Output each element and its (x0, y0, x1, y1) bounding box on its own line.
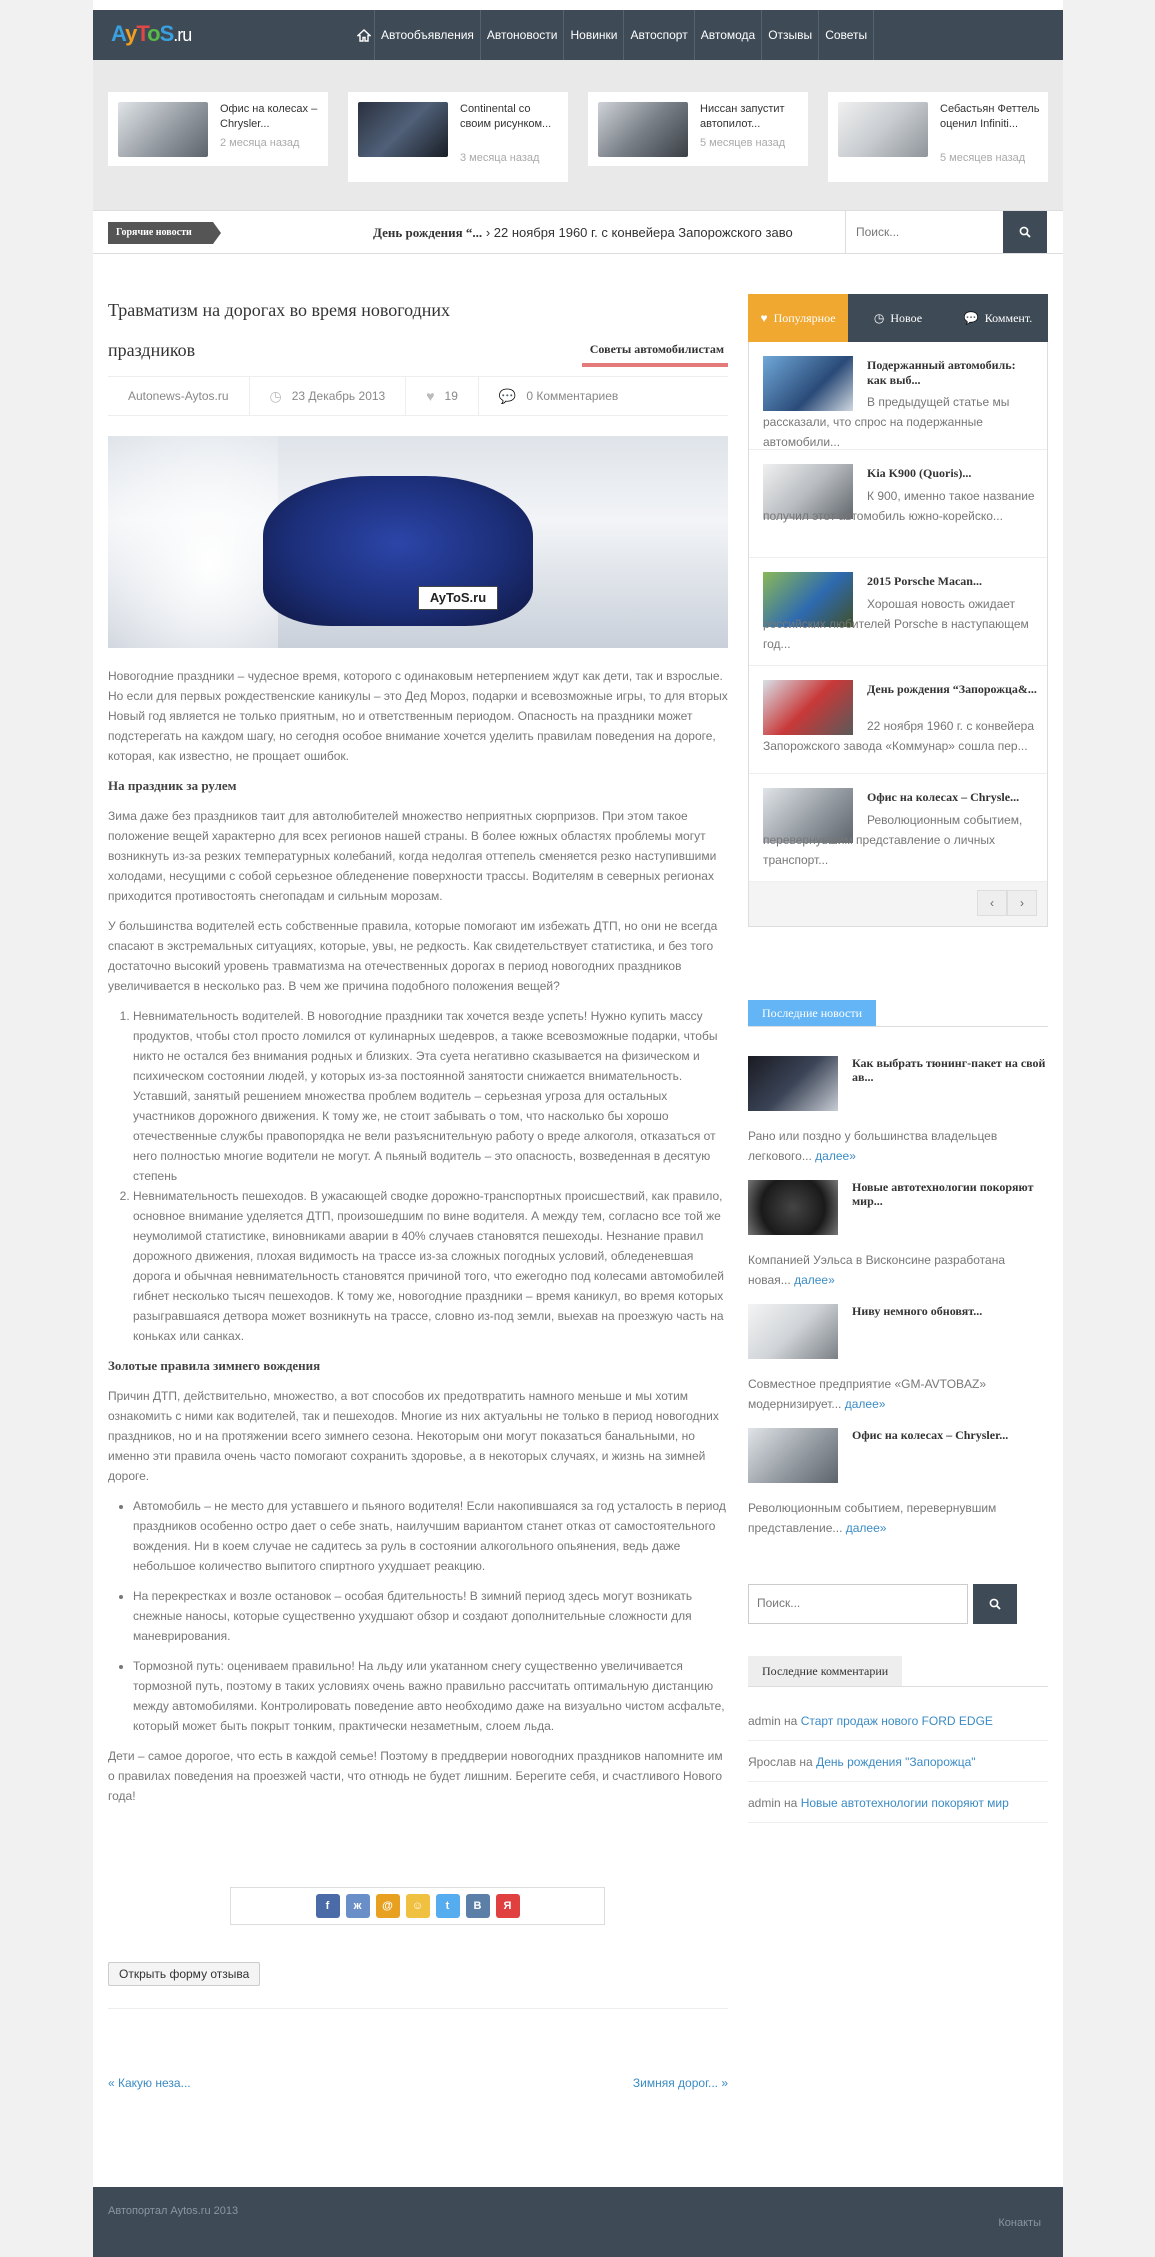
main-nav (353, 10, 874, 60)
home-icon[interactable] (353, 10, 375, 60)
post-thumbnail (748, 1304, 838, 1359)
read-more-link[interactable]: далее» (794, 1273, 835, 1287)
article-author[interactable]: Autonews-Aytos.ru (108, 377, 250, 415)
twitter-share-icon[interactable]: t (436, 1894, 460, 1918)
comment-on: на (784, 1714, 798, 1728)
featured-thumbnail (838, 102, 928, 157)
featured-title[interactable]: Офис на колесах – Chrysler... (220, 103, 318, 130)
featured-thumbnail (358, 102, 448, 157)
tab-new[interactable] (848, 294, 948, 342)
latest-news-heading: Последние новости (748, 1000, 876, 1027)
logo[interactable]: AyToS.ru (111, 21, 192, 46)
livejournal-share-icon[interactable]: ж (346, 1894, 370, 1918)
heart-icon: ♥ (760, 310, 768, 325)
search-icon (1019, 226, 1031, 238)
feedback-form-button[interactable]: Открыть форму отзыва (108, 1962, 260, 1986)
footer-contacts-link[interactable]: Конакты (998, 2217, 1041, 2229)
featured-card[interactable] (348, 92, 568, 182)
excerpt-text: Компанией Уэльса в Висконсине разработана новая... (748, 1253, 1005, 1287)
comment-item (748, 1796, 1048, 1823)
list-item[interactable] (749, 450, 1047, 558)
comment-on: на (799, 1755, 813, 1769)
post-title[interactable]: Новые автотехнологии покоряют мир... (852, 1180, 1034, 1208)
article-hero-image (108, 436, 728, 648)
sidebar-search-button[interactable] (973, 1584, 1017, 1624)
divider (108, 2008, 728, 2009)
page-wrapper (93, 0, 1063, 2257)
comments-icon: 💬 (963, 310, 979, 325)
article-title: Травматизм на дорогах во время новогодних праздников (108, 300, 451, 360)
recent-comments-heading: Последние комментарии (748, 1656, 902, 1687)
nav-item-news[interactable]: Автоновости (481, 10, 565, 60)
tab-label: Популярное (773, 310, 836, 325)
ticker-snippet: 22 ноября 1960 г. с конвейера Запорожского заво (493, 225, 793, 240)
footer-copyright: Автопортал Aytos.ru 2013 (108, 2205, 239, 2217)
post-excerpt: Революционным событием, перевернувшим представление о личных транспорт... (763, 813, 1023, 867)
article-date-block (250, 377, 407, 415)
comment-post-link[interactable]: День рождения "Запорожца" (816, 1755, 976, 1769)
article-bullet-list (133, 1496, 728, 1736)
post-excerpt (748, 1250, 1048, 1290)
featured-card[interactable] (828, 92, 1048, 182)
nav-item-new[interactable]: Новинки (564, 10, 624, 60)
post-excerpt: 22 ноября 1960 г. с конвейера Запорожского завода «Коммунар» сошла пер... (763, 719, 1034, 753)
post-title[interactable]: Как выбрать тюнинг-пакет на свой ав... (852, 1056, 1046, 1084)
article-comments: 0 Комментариев (526, 389, 619, 403)
ticker-search-button[interactable] (1003, 211, 1047, 253)
article-comments-block[interactable] (479, 377, 638, 415)
nav-item-tips[interactable]: Советы (819, 10, 874, 60)
clock-icon: ◷ (873, 310, 885, 325)
article-ordered-list (133, 1006, 728, 1346)
article-subheading: На праздник за рулем (108, 778, 237, 793)
post-thumbnail (748, 1180, 838, 1235)
article (108, 290, 728, 2090)
featured-title[interactable]: Себастьян Феттель оценил Infiniti... (940, 103, 1040, 130)
nav-item-fashion[interactable]: Автомода (695, 10, 763, 60)
divider (748, 1686, 1048, 1687)
post-excerpt: Хорошая новость ожидает российских любителей Porsche в наступающем год... (763, 597, 1029, 651)
sidebar-tabs (748, 294, 1048, 342)
excerpt-text: Рано или поздно у большинства владельцев легкового... (748, 1129, 998, 1163)
nav-item-reviews[interactable]: Отзывы (762, 10, 819, 60)
comment-on: на (784, 1796, 798, 1810)
ticker-text[interactable] (373, 225, 793, 241)
footer (93, 2187, 1063, 2257)
sidebar (748, 294, 1048, 1810)
popular-list (748, 342, 1048, 927)
next-arrow-icon[interactable]: › (1007, 890, 1037, 916)
comment-post-link[interactable]: Старт продаж нового FORD EDGE (800, 1714, 993, 1728)
ticker-headline[interactable]: День рождения “... (373, 225, 483, 240)
comment-user: admin (748, 1714, 781, 1728)
article-meta (108, 376, 728, 416)
article-likes: 19 (444, 389, 458, 403)
comment-item (748, 1714, 1048, 1741)
post-thumbnail (748, 1428, 838, 1483)
featured-date: 2 месяца назад (220, 137, 300, 149)
article-paragraph: Дети – самое дорогое, что есть в каждой семье! Поэтому в преддверии новогодних праздников напомните им о правилах поведения на проезжей части, что отнюдь не будет лишним. Берегите себя, и счастливого Нового года! (108, 1749, 723, 1803)
featured-date: 3 месяца назад (460, 152, 540, 164)
post-excerpt (748, 1498, 1048, 1538)
list-item: • Автомобиль – не место для уставшего и пьяного водителя! Если накопившаяся за год усталость в период праздников особенно остро дает о себе знать, наилучшим вариантом станет отказ от самостоятельного вождения. Ни в коем случае не садитесь за руль в состоянии алкогольного опьянения, ведь даже небольшое количество выпитого спиртного ухудшает реакцию. (133, 1496, 728, 1576)
divider (748, 1026, 1048, 1027)
prev-arrow-icon[interactable]: ‹ (977, 890, 1007, 916)
hero-plate: AyToS.ru (418, 586, 498, 610)
comment-user: Ярослав (748, 1755, 797, 1769)
featured-title[interactable]: Ниссан запустит автопилот... (700, 103, 785, 130)
article-paragraph: Причин ДТП, действительно, множество, а вот способов их предотвратить намного меньше и мы хотим ознакомить с ними как водителей, так и пешеходов. Многие из них актуальны не только в период новогодних праздников, но и на протяжении всего зимнего сезона. Некоторым они могут показаться банальными, но именно эти правила очень часто помогают сохранить здоровье, а в некоторых случаях, и жизнь на зимней дороге. (108, 1389, 719, 1483)
facebook-share-icon[interactable]: f (316, 1894, 340, 1918)
comment-item (748, 1755, 1048, 1782)
post-title[interactable]: Подержанный автомобиль: как выб... (867, 358, 1016, 387)
post-thumbnail (748, 1056, 838, 1111)
comment-user: admin (748, 1796, 781, 1810)
excerpt-text: Революционным событием, перевернувшим представление... (748, 1501, 997, 1535)
featured-title[interactable]: Continental со своим рисунком... (460, 103, 552, 130)
article-category[interactable]: Советы автомобилистам (582, 342, 728, 367)
clock-icon: ◷ (269, 387, 282, 404)
prev-post-link[interactable]: « Какую неза... (108, 2076, 191, 2090)
header (93, 10, 1063, 60)
hero-snow (108, 436, 278, 648)
post-excerpt: В предыдущей статье мы рассказали, что спрос на подержанные автомобили... (763, 395, 1010, 449)
article-paragraph: У большинства водителей есть собственные правила, которые помогают им избежать ДТП, но они не всегда спасают в экстремальных ситуациях, которые, увы, не редкость. Как свидетельствует статистика, и без того достаточно высокий уровень травматизма на отечественных дорогах в период новогодних праздников увеличивается в несколько раз. В чем же причина подобного положения вещей? (108, 919, 718, 993)
list-item: 1. Невнимательность водителей. В новогодние праздники так хочется везде успеть! Нужно купить массу продуктов, чтобы стол просто ломился от кулинарных шедевров, а также всевозможные подарки, чтобы никто не остался без внимания родных и близких. Эта суета негативно сказывается на физическом и психическом состоянии людей, у которых из-за постоянной занятости снижается внимательность. Уставший, занятый решением множества проблем водитель – серьезная угроза для остальных участников дорожного движения. К тому же, не стоит забывать о том, что насколько бы хорошо отечественные службы правопорядка не вели разъяснительную работу о вреде алкоголя, отказаться от него полностью многие водители не могут. А пьяный водитель – это опасность, возведенная в десятую степень (133, 1006, 728, 1186)
ticker-label: Горячие новости (108, 222, 213, 244)
read-more-link[interactable]: далее» (845, 1521, 887, 1535)
yandex-share-icon[interactable]: Я (496, 1894, 520, 1918)
mailru-share-icon[interactable]: @ (376, 1894, 400, 1918)
share-bar (230, 1887, 605, 1925)
ticker-arrow: › (485, 225, 491, 240)
list-item[interactable] (749, 666, 1047, 774)
list-item: • Тормозной путь: оцениваем правильно! На льду или укатанном снегу существенно увеличивается тормозной путь, поэтому в таких условиях очень важно правильно рассчитать оптимальную дистанцию между автомобилями. Контролировать поведение авто необходимо даже на визуально чистом асфальте, который может быть покрыт тонким, практически незаметным, слоем льда. (133, 1656, 728, 1736)
list-item[interactable] (749, 558, 1047, 666)
featured-date: 5 месяцев назад (940, 152, 1026, 164)
ticker-search-input[interactable]: Поиск... (845, 211, 1002, 253)
read-more-link[interactable]: далее» (815, 1149, 856, 1163)
article-date: 23 Декабрь 2013 (291, 389, 386, 403)
tab-popular[interactable] (748, 294, 848, 342)
tab-label: Коммент. (984, 310, 1033, 325)
nav-item-ads[interactable]: Автообъявления (375, 10, 481, 60)
tab-label: Новое (890, 310, 923, 325)
vkontakte-share-icon[interactable]: В (466, 1894, 490, 1918)
article-subheading: Золотые правила зимнего вождения (108, 1358, 321, 1373)
heart-icon: ♥ (426, 388, 435, 404)
popular-pager (749, 882, 1047, 926)
search-icon (989, 1598, 1001, 1610)
list-item[interactable] (749, 342, 1047, 450)
post-title[interactable]: День рождения “Запорожца&... (867, 682, 1037, 696)
post-excerpt (748, 1374, 1048, 1414)
nav-item-sport[interactable]: Автоспорт (624, 10, 694, 60)
article-body (108, 666, 728, 1816)
list-item[interactable] (749, 774, 1047, 882)
article-paragraph: Новогодние праздники – чудесное время, которого с одинаковым нетерпением ждут как дети, так и взрослые. Но если для первых рождественские каникулы – это Дед Мороз, подарки и всевозможные игры, то для вторых Новый год является не только приятным, но и ответственным периодом. Опасность на праздники может подстерегать на каждом шагу, но сегодня особое внимание хочется уделить правилам поведения на дороге, которая, как известно, не прощает ошибок. (108, 669, 728, 763)
post-excerpt: К 900, именно такое название получил этот автомобиль южно-корейско... (763, 489, 1035, 523)
featured-date: 5 месяцев назад (700, 137, 786, 149)
featured-card[interactable] (588, 92, 808, 166)
tab-comments[interactable] (948, 294, 1048, 342)
comment-post-link[interactable]: Новые автотехнологии покоряют мир (800, 1796, 1009, 1810)
next-post-link[interactable]: Зимняя дорог... » (632, 2076, 728, 2090)
featured-card[interactable] (108, 92, 328, 166)
featured-thumbnail (598, 102, 688, 157)
odnoklassniki-share-icon[interactable]: ☺ (406, 1894, 430, 1918)
sidebar-search-input[interactable]: Поиск... (748, 1584, 968, 1624)
post-title[interactable]: Офис на колесах – Chrysle... (867, 790, 1020, 804)
list-item: • На перекрестках и возле остановок – особая бдительность! В зимний период здесь могут возникать снежные наносы, которые существенно ухудшают обзор и создают дополнительные сложности для маневрирования. (133, 1586, 728, 1646)
post-title[interactable]: Офис на колесах – Chrysler... (852, 1428, 1009, 1442)
article-likes-block[interactable] (406, 377, 479, 415)
list-item: 2. Невнимательность пешеходов. В ужасающей сводке дорожно-транспортных происшествий, как правило, основное внимание уделяется ДТП, произошедшим по вине водителя. А между тем, согласно все той же неумолимой статистике, виновниками аварии в 40% случаев становятся пешеходы. Незнание правил дорожного движения, плохая видимость на трассе из-за сложных погодных условий, обледеневшая дорога и обычная невнимательность становятся причиной того, что ежегодно под колесами автомобилей гибнет несколько тысяч пешеходов. К тому же, новогодние праздники – время каникул, во время которых разыгравшаяся детвора может возникнуть на трассе, словно из-под земли, выехав на проезжую часть на коньках или санках. (133, 1186, 728, 1346)
post-title[interactable]: Ниву немного обновят... (852, 1304, 983, 1318)
news-ticker (93, 210, 1063, 254)
featured-thumbnail (118, 102, 208, 157)
excerpt-text: Совместное предприятие «GM-AVTOBAZ» модернизирует... (748, 1377, 987, 1411)
post-title[interactable]: 2015 Porsche Macan... (867, 574, 982, 588)
post-excerpt (748, 1126, 1048, 1166)
article-paragraph: Зима даже без праздников таит для автолюбителей множество неприятных сюрпризов. При этом такое положение вещей характерно для всех регионов нашей страны. В более южных областях проблемы могут возникнуть из-за резких температурных колебаний, когда недолгая оттепель сменяется резко наступившими холодами, несущими с собой серьезное обледенение поверхности трассы. Водителям в северных регионах приходится противостоять снегопадам и сильным морозам. (108, 809, 717, 903)
comments-icon: 💬 (498, 387, 517, 404)
featured-strip (93, 60, 1063, 210)
post-title[interactable]: Kia K900 (Quoris)... (867, 466, 972, 480)
read-more-link[interactable]: далее» (844, 1397, 886, 1411)
post-navigation (108, 2076, 728, 2090)
